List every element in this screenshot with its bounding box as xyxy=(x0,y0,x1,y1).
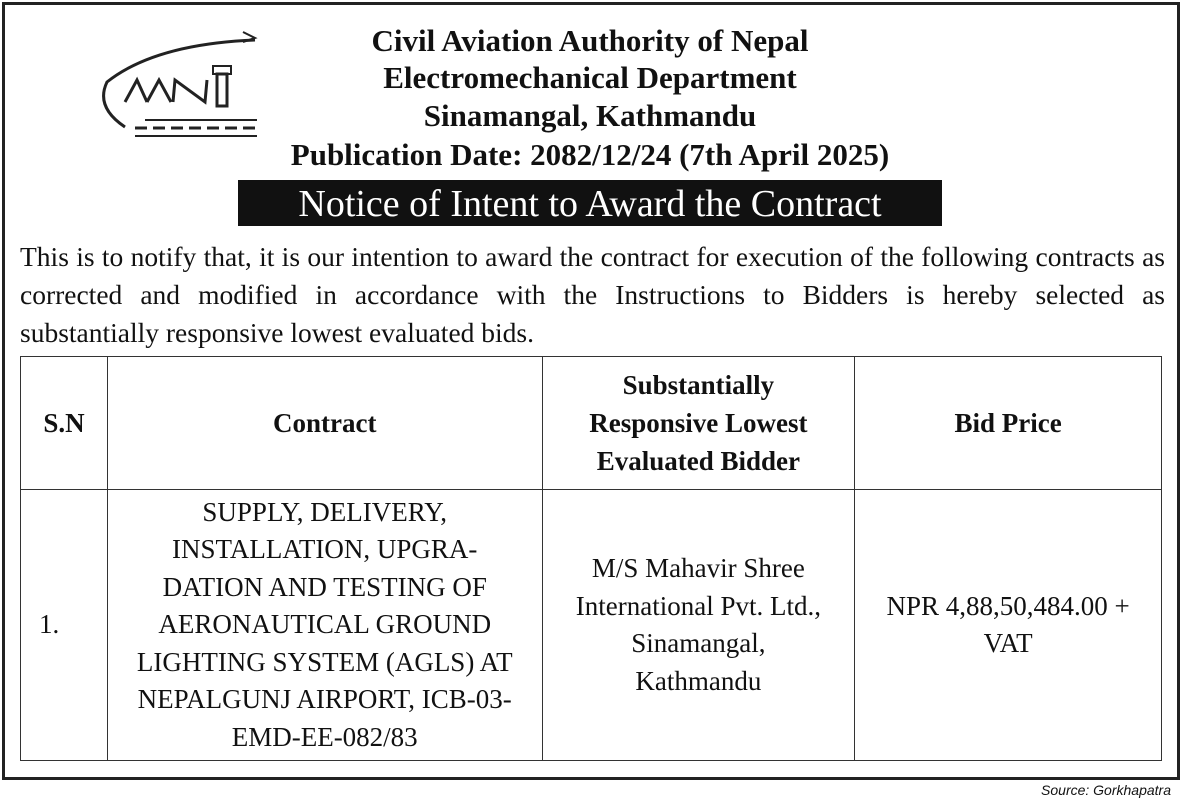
department-name: Electromechanical Department xyxy=(383,60,797,95)
award-table xyxy=(20,356,1162,761)
header-bidder: Substantially Responsive Lowest Evaluated Bidder xyxy=(542,357,855,490)
header-contract: Contract xyxy=(107,357,542,490)
source-credit: Source: Gorkhapatra xyxy=(1041,782,1171,798)
caan-logo xyxy=(95,22,265,142)
cell-bidder: M/S Mahavir Shree International Pvt. Ltd., Sinamangal, Kathmandu xyxy=(542,490,855,761)
cell-sn: 1. xyxy=(21,490,108,761)
org-name: Civil Aviation Authority of Nepal xyxy=(371,23,809,58)
intro-paragraph: This is to notify that, it is our intention to award the contract for execution of the following contracts as corrected and modified in accordance with the Instructions to Bidders is hereby selected as substantially responsive lowest evaluated bids. xyxy=(20,241,1165,348)
cell-price: NPR 4,88,50,484.00 + VAT xyxy=(855,490,1162,761)
cell-contract: SUPPLY, DELIVERY, INSTALLATION, UPGRA-DATION AND TESTING OF AERONAUTICAL GROUND LIGHTING SYSTEM (AGLS) AT NEPALGUNJ AIRPORT, ICB-03-EMD-EE-082/83 xyxy=(107,490,542,761)
notice-title: Notice of Intent to Award the Contract xyxy=(238,180,942,226)
table-header-row xyxy=(21,357,1162,490)
header-price: Bid Price xyxy=(855,357,1162,490)
location: Sinamangal, Kathmandu xyxy=(423,98,757,133)
publication-date: Publication Date: 2082/12/24 (7th April 2025) xyxy=(290,137,890,172)
header-sn: S.N xyxy=(21,357,108,490)
table-row xyxy=(21,490,1162,761)
